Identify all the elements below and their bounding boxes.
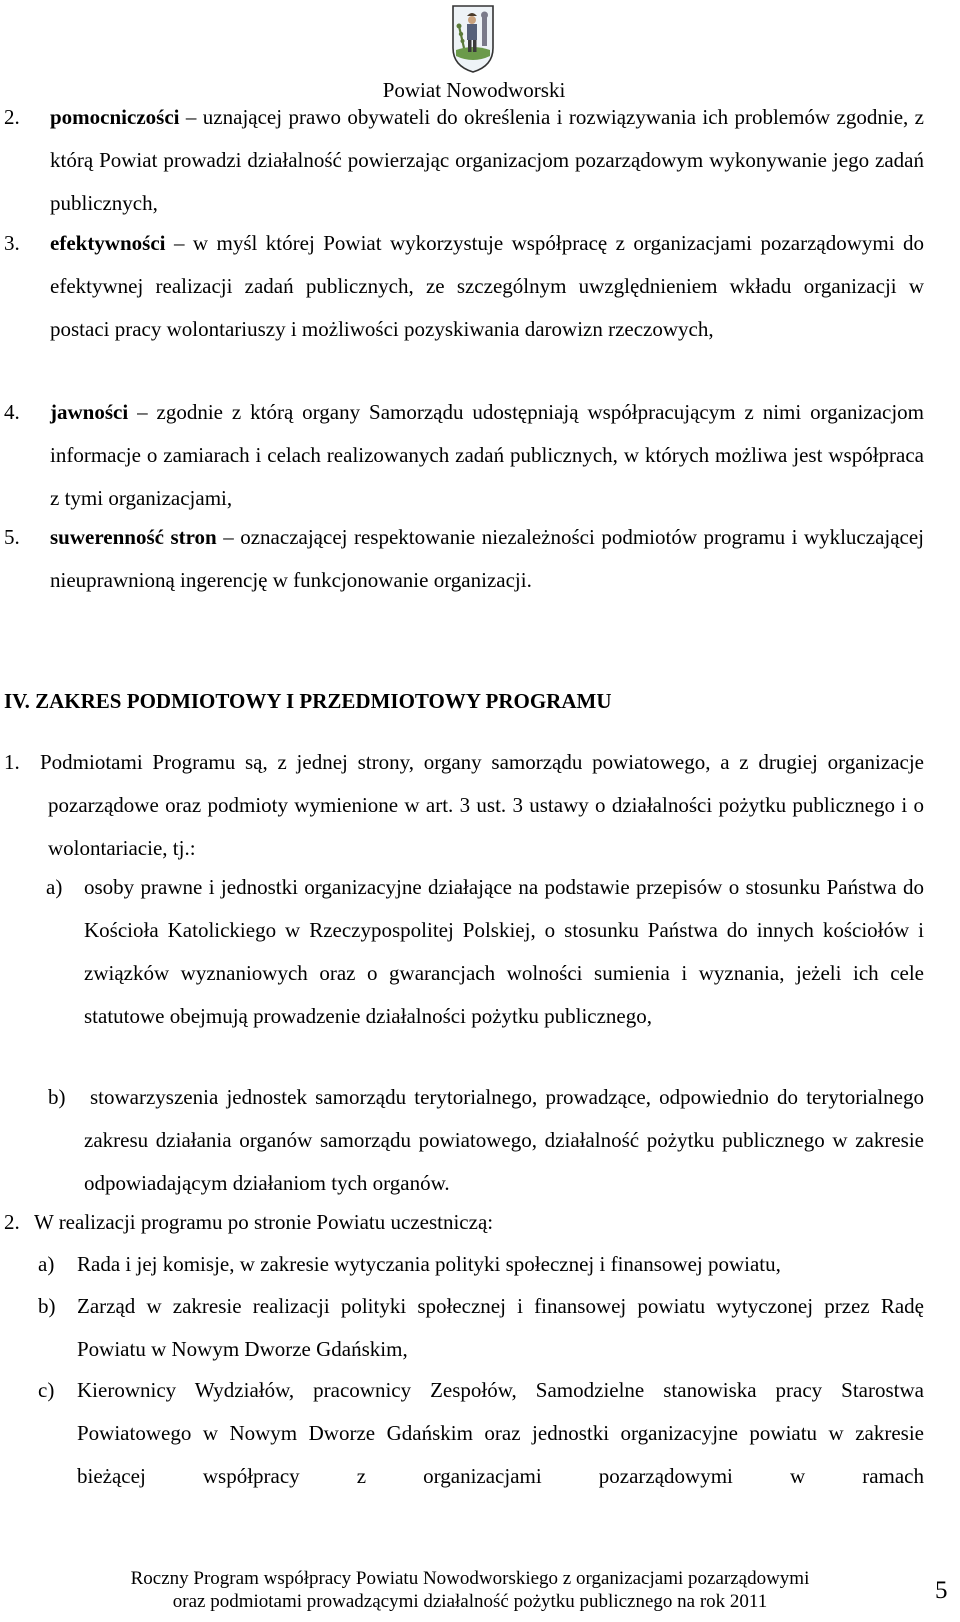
subitem-label: c) — [38, 1378, 55, 1402]
subitem-2c — [0, 1369, 958, 1499]
subitem-label: b) — [48, 1085, 66, 1109]
principle-number: 2. — [4, 105, 20, 129]
principle-description: w myśl której Powiat wykorzystuje współpracę z organizacjami pozarządowymi do efektywnej realizacji zadań publicznych, ze szczególnym uwzględnieniem wkładu organizacji w postaci pracy wolontariuszy i możliwości pozyskiwania darowizn rzeczowych, — [50, 231, 924, 341]
principle-term: jawności — [50, 400, 129, 424]
section-title: IV. ZAKRES PODMIOTOWY I PRZEDMIOTOWY PROGRAMU — [4, 689, 612, 713]
subitem-text: Zarząd w zakresie realizacji polityki społecznej i finansowej powiatu wytyczonej przez Radę Powiatu w Nowym Dworze Gdańskim, — [77, 1294, 924, 1361]
subitem-2b — [0, 1285, 958, 1373]
page-header — [0, 0, 960, 104]
principle-text — [50, 391, 924, 520]
subitem-label: a) — [38, 1252, 55, 1276]
footer-line-1: Roczny Program współpracy Powiatu Nowodworskiego z organizacjami pozarządowymi — [130, 1568, 810, 1589]
section-point-1 — [0, 741, 958, 871]
principle-dash: – — [185, 105, 197, 129]
subitem-label: a) — [46, 875, 63, 899]
subitem-text: Kierownicy Wydziałów, pracownicy Zespołów, Samodzielne stanowiska pracy Starostwa Powiatowego w Nowym Dworze Gdańskim oraz jednostki organizacyjne powiatu w zakresie bieżącej współpracy z organizacjami pozarządowymi w ramach — [77, 1378, 924, 1488]
point-text: W realizacji programu po stronie Powiatu uczestniczą: — [34, 1210, 494, 1234]
point-number: 1. — [4, 750, 20, 774]
principle-number: 4. — [4, 400, 20, 424]
principle-dash: – — [223, 525, 234, 549]
footer-line-2: oraz podmiotami prowadzącymi działalność pożytku publicznego na rok 2011 — [172, 1591, 768, 1612]
principle-item-5 — [0, 516, 958, 604]
subitem-text: osoby prawne i jednostki organizacyjne działające na podstawie przepisów o stosunku Państwa do Kościoła Katolickiego w Rzeczypospolitej Polskiej, o stosunku Państwa do innych kościołów i związków wyznaniowych oraz o gwarancjach wolności sumienia i wyznania, jeżeli ich cele statutowe obejmują prowadzenie działalności pożytku publicznego, — [84, 875, 924, 1028]
principle-description: uznającej prawo obywateli do określenia i rozwiązywania ich problemów zgodnie, z którą Powiat prowadzi działalność powierzając organizacjom pozarządowym wykonywanie jego zadań publicznych, — [50, 105, 924, 215]
principle-description: oznaczającej respektowanie niezależności podmiotów programu i wykluczającej nieuprawnioną ingerencję w funkcjonowanie organizacji. — [50, 525, 925, 592]
principle-term: pomocniczości — [50, 105, 180, 129]
header-title: Powiat Nowodworski — [382, 78, 566, 102]
principle-text — [50, 222, 924, 351]
principle-term: efektywności — [50, 231, 166, 255]
principle-text — [50, 516, 924, 602]
subitem-text: stowarzyszenia jednostek samorządu terytorialnego, prowadzące, odpowiednio do terytorialnego zakresu działania organów samorządu powiatowego, działalność pożytku publicznego w zakresie odpowiadającym działaniom tych organów. — [84, 1085, 924, 1195]
subitem-2a — [0, 1243, 958, 1287]
subitem-text: Rada i jej komisje, w zakresie wytyczania polityki społecznej i finansowej powiatu, — [77, 1252, 781, 1276]
subitem-label: b) — [38, 1294, 56, 1318]
principle-term: suwerenność stron — [50, 525, 217, 549]
subitem-1b — [0, 1076, 958, 1206]
principle-description: zgodnie z którą organy Samorządu udostępniają współpracującym z nimi organizacjom informacje o zamiarach i celach realizowanych zadań publicznych, w których możliwa jest współpraca z tymi organizacjami, — [50, 400, 925, 510]
principle-number: 3. — [4, 231, 20, 255]
principle-text — [50, 96, 924, 225]
principle-dash: – — [173, 231, 185, 255]
section-point-2 — [0, 1201, 958, 1245]
powiat-coat-of-arms-icon — [451, 4, 495, 74]
principle-item-2 — [0, 96, 958, 226]
principle-item-3 — [0, 222, 958, 394]
principle-number: 5. — [4, 525, 20, 549]
point-text: Podmiotami Programu są, z jednej strony, organy samorządu powiatowego, a z drugiej organizacje pozarządowe oraz podmioty wymienione w art. 3 ust. 3 ustawy o działalności pożytku publicznego i o wolontariacie, tj.: — [40, 750, 924, 860]
subitem-1a — [0, 866, 958, 1080]
principle-dash: – — [137, 400, 148, 424]
principle-item-4 — [0, 391, 958, 521]
point-number: 2. — [4, 1210, 20, 1234]
page-number: 5 — [935, 1577, 948, 1604]
